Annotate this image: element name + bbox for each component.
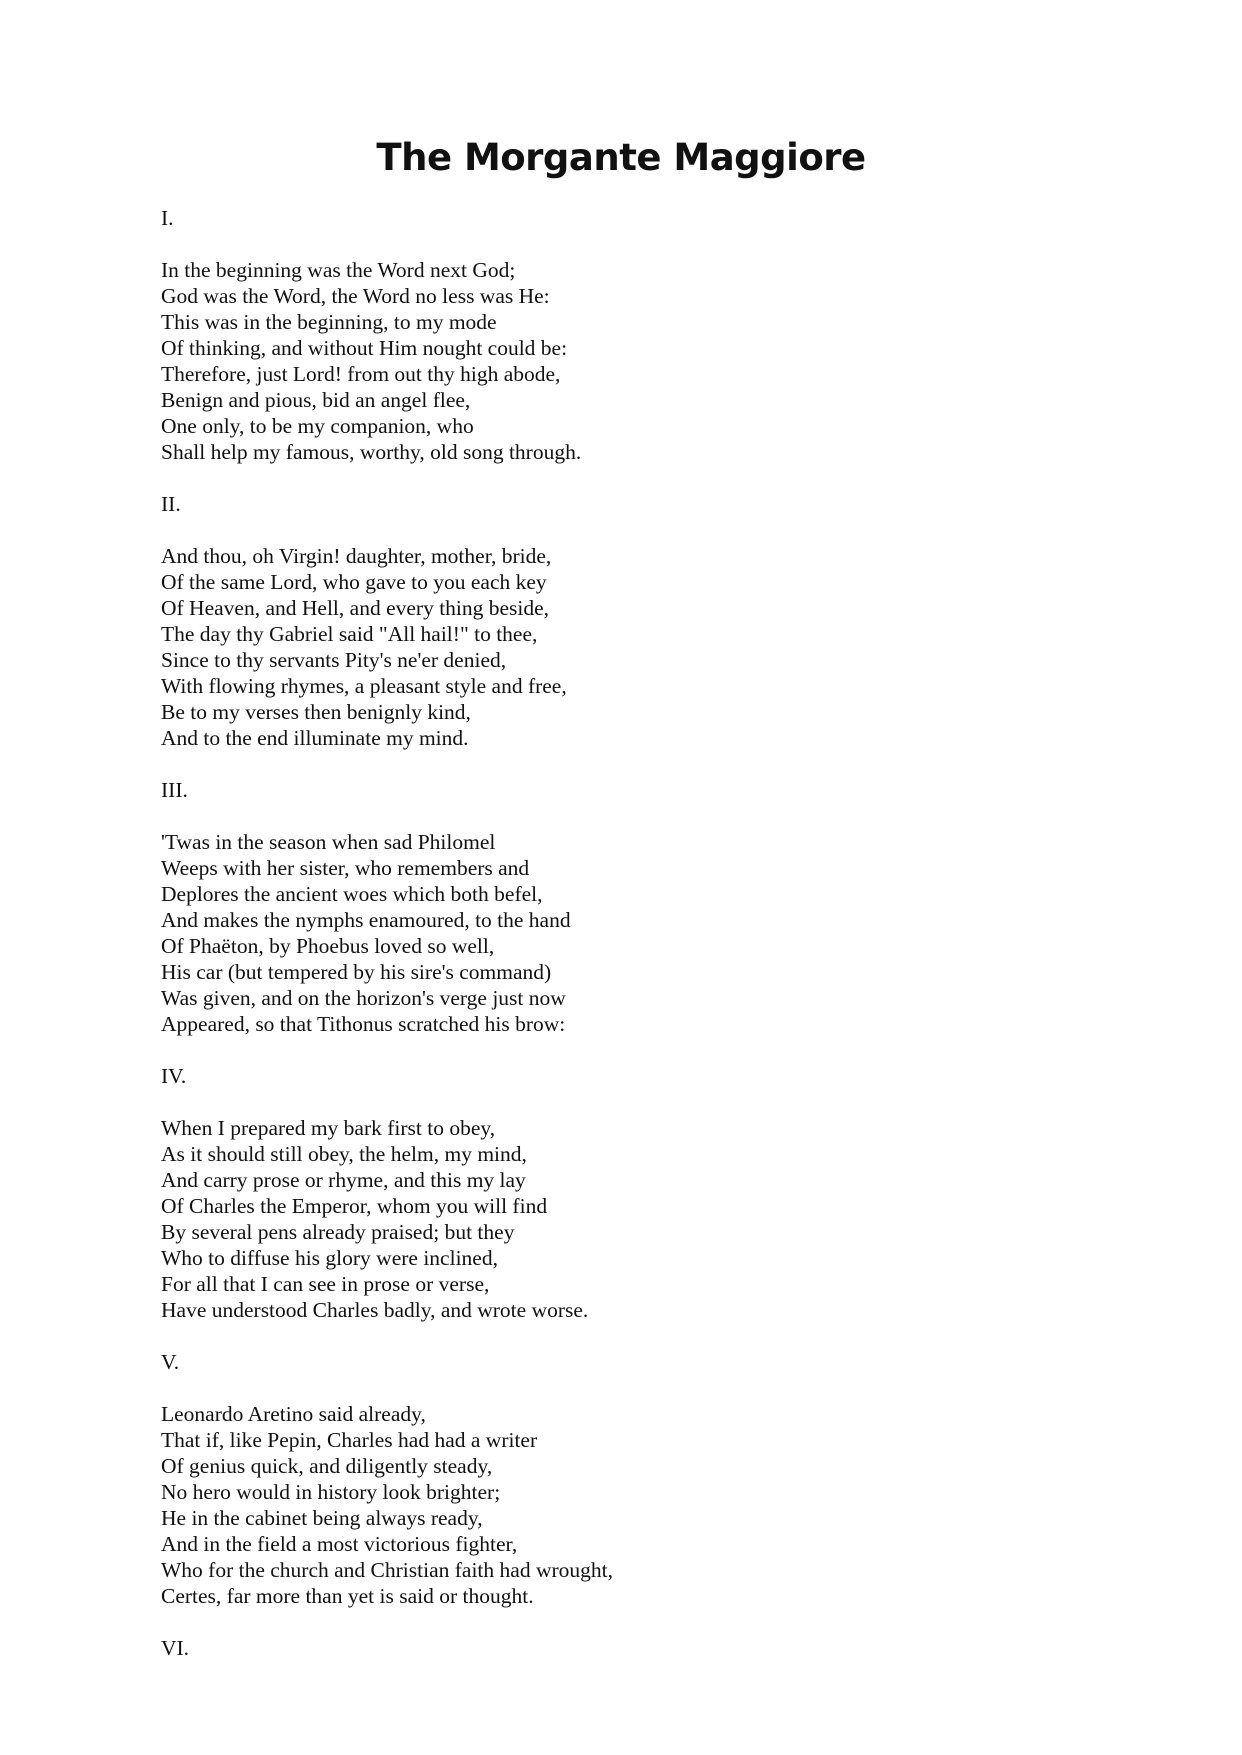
stanza-1 — [161, 205, 1061, 465]
verse-line: Of Phaëton, by Phoebus loved so well, — [161, 934, 495, 958]
stanza-2 — [161, 491, 1061, 751]
stanza-6 — [161, 1635, 1061, 1661]
verse-line: When I prepared my bark first to obey, — [161, 1116, 496, 1140]
verse-line: The day thy Gabriel said "All hail!" to thee, — [161, 622, 538, 646]
verse-line: That if, like Pepin, Charles had had a writer — [161, 1428, 538, 1452]
verse-line: Therefore, just Lord! from out thy high abode, — [161, 362, 561, 386]
verse-line: And carry prose or rhyme, and this my lay — [161, 1168, 526, 1192]
verse-line: 'Twas in the season when sad Philomel — [161, 830, 496, 854]
stanza-3 — [161, 777, 1061, 1037]
verse-line: And in the field a most victorious fighter, — [161, 1532, 518, 1556]
verse-line: Certes, far more than yet is said or thought. — [161, 1584, 534, 1608]
stanza-lines — [161, 829, 1061, 1037]
verse-line: Of Charles the Emperor, whom you will find — [161, 1194, 548, 1218]
verse-line: Since to thy servants Pity's ne'er denied, — [161, 648, 507, 672]
stanza-number: IV. — [161, 1064, 187, 1088]
stanza-lines — [161, 1115, 1061, 1323]
verse-line: No hero would in history look brighter; — [161, 1480, 501, 1504]
verse-line: By several pens already praised; but they — [161, 1220, 515, 1244]
verse-line: Shall help my famous, worthy, old song through. — [161, 440, 582, 464]
stanza-number: V. — [161, 1350, 180, 1374]
verse-line: Deplores the ancient woes which both befel, — [161, 882, 543, 906]
verse-line: Of Heaven, and Hell, and every thing beside, — [161, 596, 550, 620]
stanza-lines — [161, 543, 1061, 751]
verse-line: Appeared, so that Tithonus scratched his brow: — [161, 1012, 566, 1036]
verse-line: Be to my verses then benignly kind, — [161, 700, 471, 724]
stanza-number: I. — [161, 206, 174, 230]
verse-line: And makes the nymphs enamoured, to the hand — [161, 908, 571, 932]
verse-line: Was given, and on the horizon's verge just now — [161, 986, 566, 1010]
stanza-lines — [161, 1401, 1061, 1609]
verse-line: Benign and pious, bid an angel flee, — [161, 388, 471, 412]
verse-line: Leonardo Aretino said already, — [161, 1402, 426, 1426]
verse-line: For all that I can see in prose or verse, — [161, 1272, 490, 1296]
verse-line: And thou, oh Virgin! daughter, mother, bride, — [161, 544, 552, 568]
verse-line: In the beginning was the Word next God; — [161, 258, 516, 282]
verse-line: Weeps with her sister, who remembers and — [161, 856, 530, 880]
verse-line: As it should still obey, the helm, my mind, — [161, 1142, 527, 1166]
poem-body — [161, 205, 1061, 1687]
stanza-4 — [161, 1063, 1061, 1323]
stanza-number: II. — [161, 492, 181, 516]
verse-line: Of the same Lord, who gave to you each key — [161, 570, 547, 594]
stanza-number: VI. — [161, 1636, 190, 1660]
verse-line: God was the Word, the Word no less was He: — [161, 284, 550, 308]
document-title: The Morgante Maggiore — [376, 136, 866, 179]
verse-line: And to the end illuminate my mind. — [161, 726, 469, 750]
verse-line: Who for the church and Christian faith had wrought, — [161, 1558, 613, 1582]
verse-line: He in the cabinet being always ready, — [161, 1506, 483, 1530]
verse-line: His car (but tempered by his sire's command) — [161, 960, 552, 984]
verse-line: With flowing rhymes, a pleasant style and free, — [161, 674, 567, 698]
verse-line: This was in the beginning, to my mode — [161, 310, 497, 334]
verse-line: One only, to be my companion, who — [161, 414, 474, 438]
verse-line: Have understood Charles badly, and wrote worse. — [161, 1298, 589, 1322]
stanza-number: III. — [161, 778, 188, 802]
stanza-lines — [161, 257, 1061, 465]
verse-line: Of genius quick, and diligently steady, — [161, 1454, 493, 1478]
verse-line: Who to diffuse his glory were inclined, — [161, 1246, 498, 1270]
stanza-5 — [161, 1349, 1061, 1609]
verse-line: Of thinking, and without Him nought could be: — [161, 336, 568, 360]
